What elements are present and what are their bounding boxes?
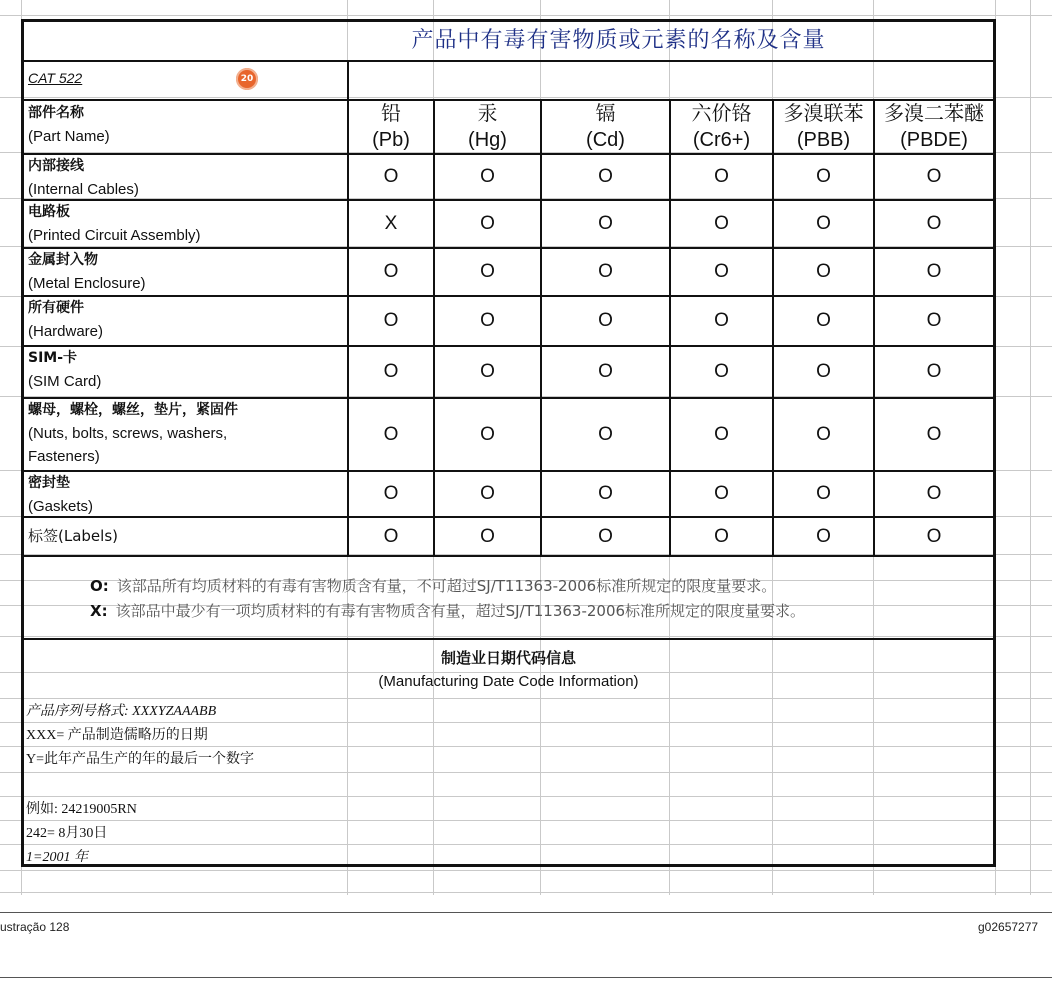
part-row-label [24,472,347,516]
substance-symbol: (Cr6+) [692,129,751,151]
part-name-en: (Metal Enclosure) [28,275,146,292]
grid-row-line [0,870,1052,871]
compliance-mark: O [598,526,613,547]
substance-header [435,99,540,153]
compliance-mark: O [383,261,399,282]
compliance-mark: O [926,483,942,504]
compliance-mark: O [714,310,729,331]
legend-x [90,600,805,621]
substance-header [671,99,772,153]
substance-symbol: (PBDE) [900,129,968,151]
compliance-mark: O [926,526,942,547]
compliance-mark: O [598,261,613,282]
substance-header [774,99,873,153]
part-row-label [24,155,347,199]
substance-symbol: (PBB) [796,129,851,151]
date-code-line: Y=此年产品生产的年的最后一个数字 [26,752,255,767]
part-name-zh: 所有硬件 [28,300,84,316]
compliance-mark: O [598,424,613,445]
figure-id: g02657277 [978,920,1039,934]
date-code-line: 例如: 24219005RN [26,802,137,817]
compliance-mark: O [714,361,729,382]
compliance-mark: O [383,483,399,504]
compliance-mark: O [480,166,495,187]
substance-name-zh: 汞 [477,103,498,125]
compliance-mark: O [480,424,495,445]
compliance-mark: O [480,361,495,382]
compliance-mark: O [816,310,831,331]
substance-header [875,99,993,153]
part-name-zh: 螺母，螺栓，螺丝，垫片，紧固件 [28,402,238,418]
caption-bottom-rule [0,977,1052,978]
part-name-zh: 密封垫 [28,475,70,491]
table-title: 产品中有毒有害物质或元素的名称及含量 [411,28,826,53]
part-name-en-cont: Fasteners) [28,448,100,465]
date-code-line [26,776,356,798]
grid-column-line [1030,0,1031,895]
environment-protection-use-period-icon: 20 [236,68,258,90]
compliance-mark: O [816,261,831,282]
part-name-header-en: (Part Name) [28,128,110,145]
grid-row-line [0,15,1052,16]
compliance-mark: O [714,424,729,445]
date-code-line: 1=2001 年 [26,850,88,865]
grid-row-line [0,892,1052,893]
substance-symbol: (Cd) [586,129,625,151]
part-name-zh: 电路板 [28,204,70,220]
compliance-mark: O [816,213,831,234]
compliance-mark: O [598,483,613,504]
compliance-mark: O [926,261,942,282]
legend-cell [24,557,993,637]
substance-name-zh: 铅 [381,103,401,125]
compliance-mark: O [480,483,495,504]
part-name-en: (Nuts, bolts, screws, washers, [28,425,228,442]
part-name-en: (Internal Cables) [28,181,139,198]
compliance-mark: O [816,361,831,382]
compliance-mark: O [926,213,942,234]
compliance-mark: O [926,166,942,187]
compliance-mark: O [598,213,613,234]
compliance-mark: O [816,166,831,187]
compliance-mark: O [598,166,613,187]
date-code-line: 产品序列号格式: XXXYZAAABB [26,704,217,719]
compliance-mark: O [383,310,399,331]
substance-header [542,99,669,153]
substance-symbol: (Hg) [468,129,507,151]
part-row-label [24,347,347,397]
caption-top-rule [0,912,1052,913]
compliance-mark: O [480,526,495,547]
part-name-header-zh: 部件名称 [28,105,84,121]
compliance-mark: O [714,213,729,234]
mfg-title-zh: 制造业日期代码信息 [440,649,576,667]
part-name-en: (Hardware) [28,323,104,340]
part-name-en: (SIM Card) [28,373,102,390]
date-code-line: XXX= 产品制造儒略历的日期 [26,728,208,743]
part-name-header [24,99,347,153]
part-name-zh: 金属封入物 [28,252,98,268]
part-row-label [24,201,347,247]
compliance-mark: O [480,261,495,282]
figure-caption: ustração 128 [0,920,70,934]
hazardous-substances-table [21,19,996,867]
mfg-info-header [24,640,993,696]
part-name: 标签(Labels) [28,527,118,545]
part-name-zh: 内部接线 [28,158,84,174]
compliance-mark: O [598,310,613,331]
substance-name-zh: 多溴联苯 [783,103,864,125]
part-row-label [24,249,347,295]
legend-o [90,575,776,596]
legend-x-text: 该部品中最少有一项均质材料的有毒有害物质含有量，超过SJ/T11363-2006标准所规定的限度量要求。 [115,602,806,620]
compliance-mark: O [926,361,942,382]
table-title-cell [24,22,993,60]
substance-header [349,99,433,153]
compliance-mark: O [816,424,831,445]
compliance-mark: O [383,361,399,382]
compliance-mark: O [816,526,831,547]
compliance-mark: O [926,424,942,445]
compliance-mark: O [926,310,942,331]
compliance-mark: O [714,166,729,187]
model-number: CAT 522 [28,70,83,86]
part-row-label [24,297,347,345]
compliance-mark: O [598,361,613,382]
compliance-mark: O [714,526,729,547]
compliance-mark: O [383,526,399,547]
legend-o-text: 该部品所有均质材料的有毒有害物质含有量，不可超过SJ/T11363-2006标准所规定的限度量要求。 [116,577,777,595]
substance-symbol: (Pb) [372,129,410,151]
part-row-label [24,518,347,555]
part-name-zh: SIM-卡 [28,350,78,366]
substance-name-zh: 多溴二苯醚 [884,103,984,125]
mfg-title-en: (Manufacturing Date Code Information) [378,673,639,690]
table-col-divider [347,60,349,99]
compliance-mark: O [714,261,729,282]
compliance-mark: O [383,166,399,187]
compliance-mark: O [714,483,729,504]
model-cell [24,60,347,99]
part-name-en: (Printed Circuit Assembly) [28,227,201,244]
compliance-mark: O [383,424,399,445]
compliance-mark: O [816,483,831,504]
date-code-line: 242= 8月30日 [26,826,108,841]
compliance-mark: X [384,213,398,234]
legend-x-key: X: [90,602,108,620]
legend-o-key: O: [90,577,109,595]
compliance-mark: O [480,213,495,234]
substance-name-zh: 镉 [595,103,616,125]
compliance-mark: O [480,310,495,331]
part-row-label [24,399,347,470]
part-name-en: (Gaskets) [28,498,94,515]
substance-name-zh: 六价铬 [691,103,752,125]
